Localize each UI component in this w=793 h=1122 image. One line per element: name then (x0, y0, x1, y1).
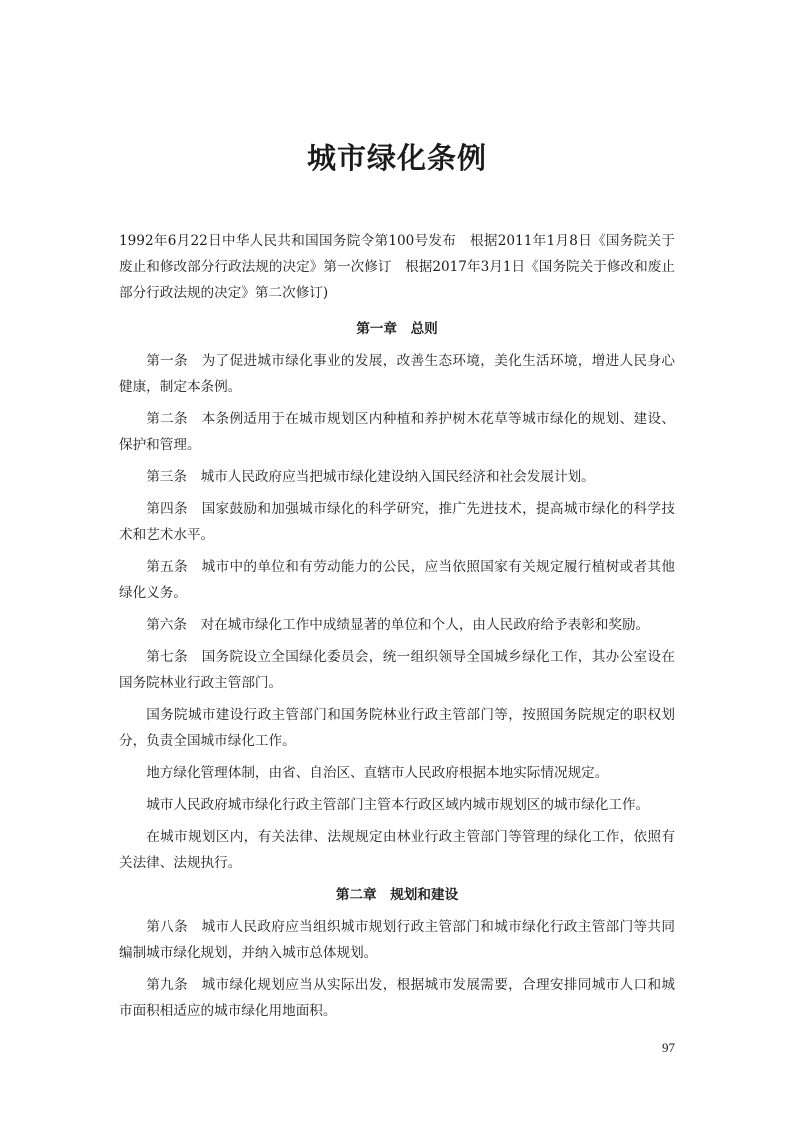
article-text: 城市人民政府应当组织城市规划行政主管部门和城市绿化行政主管部门等共同编制城市绿化规划，并纳入城市总体规划。 (119, 919, 676, 961)
article-6 (119, 612, 675, 638)
article-8 (119, 914, 675, 966)
article-text: 对在城市绿化工作中成绩显著的单位和个人，由人民政府给予表彰和奖励。 (200, 617, 650, 633)
document-title: 城市绿化条例 (306, 141, 487, 175)
article-label: 第五条 (146, 559, 188, 575)
chapter-heading-1: 第一章 总则 (356, 321, 438, 337)
article-label: 第三条 (146, 469, 187, 485)
document-body (119, 228, 675, 1030)
article-label: 第二条 (146, 411, 188, 427)
article-7-paragraph-2: 国务院城市建设行政主管部门和国务院林业行政主管部门等，按照国务院规定的职权划分，负责全国城市绿化工作。 (119, 707, 675, 749)
article-1 (119, 348, 675, 400)
article-text: 城市人民政府应当把城市绿化建设纳入国民经济和社会发展计划。 (200, 469, 595, 485)
article-label: 第八条 (146, 919, 188, 935)
article-label: 第七条 (146, 649, 188, 665)
article-label: 第六条 (146, 617, 187, 633)
article-label: 第九条 (146, 977, 188, 993)
article-7-paragraph-5: 在城市规划区内，有关法律、法规规定由林业行政主管部门等管理的绿化工作，依照有关法律、法规执行。 (119, 829, 675, 871)
article-2 (119, 406, 675, 458)
article-3 (119, 464, 675, 490)
article-4 (119, 496, 675, 548)
chapter-heading-2: 第二章 规划和建设 (335, 887, 459, 903)
article-label: 第一条 (146, 353, 188, 369)
document-page (119, 0, 675, 1122)
article-text: 为了促进城市绿化事业的发展，改善生态环境，美化生活环境，增进人民身心健康，制定本条例。 (119, 353, 676, 395)
article-text: 国家鼓励和加强城市绿化的科学研究，推广先进技术，提高城市绿化的科学技术和艺术水平。 (119, 501, 676, 543)
article-text: 本条例适用于在城市规划区内种植和养护树木花草等城市绿化的规划、建设、保护和管理。 (119, 411, 676, 453)
article-text: 城市绿化规划应当从实际出发，根据城市发展需要，合理安排同城市人口和城市面积相适应的城市绿化用地面积。 (119, 977, 676, 1019)
article-7 (119, 644, 675, 696)
article-text: 国务院设立全国绿化委员会，统一组织领导全国城乡绿化工作，其办公室设在国务院林业行政主管部门。 (119, 649, 676, 691)
promulgation-note: 1992年6月22日中华人民共和国国务院令第100号发布 根据2011年1月8日《国务院关于废止和修改部分行政法规的决定》第一次修订 根据2017年3月1日《国务院关于修改和废止部分行政法规的决定》第二次修订) (119, 233, 675, 301)
article-5 (119, 554, 675, 606)
page-number: 97 (662, 1040, 675, 1055)
article-7-paragraph-3: 地方绿化管理体制，由省、自治区、直辖市人民政府根据本地实际情况规定。 (146, 765, 609, 781)
article-7-paragraph-4: 城市人民政府城市绿化行政主管部门主管本行政区域内城市规划区的城市绿化工作。 (146, 797, 650, 813)
article-label: 第四条 (146, 501, 188, 517)
article-9 (119, 972, 675, 1024)
article-text: 城市中的单位和有劳动能力的公民，应当依照国家有关规定履行植树或者其他绿化义务。 (119, 559, 676, 601)
